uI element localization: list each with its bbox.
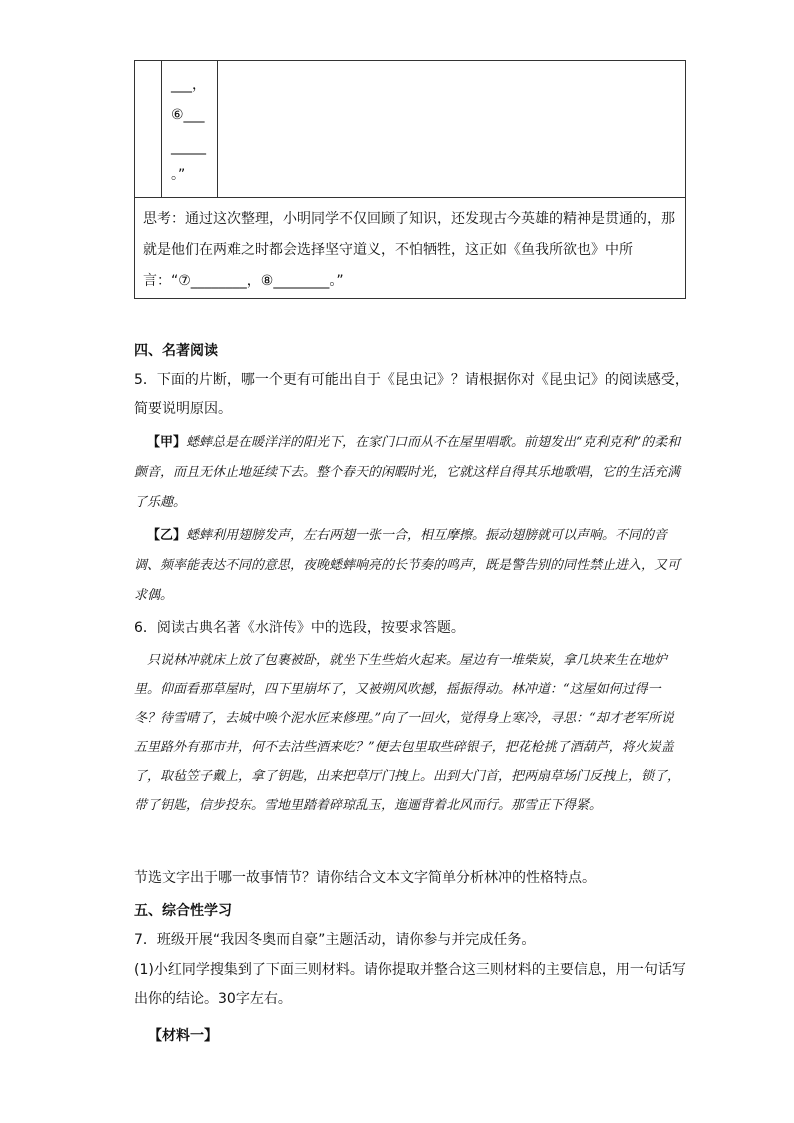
passage-yi-label: 【乙】 bbox=[147, 528, 187, 543]
passage-yi bbox=[134, 521, 686, 611]
passage-shuihu: 只说林冲就床上放了包裹被卧，就坐下生些焰火起来。屋边有一堆柴炭，拿几块来生在地炉里。仰面看那草屋时，四下里崩坏了，又被朔风吹撼，摇振得动。林冲道：“这屋如何过得一冬？待雪晴了，去城中唤个泥水匠来修理。”向了一回火，觉得身上寒冷，寻思：“却才老军所说五里路外有那市井，何不去沽些酒来吃？”便去包里取些碎银子，把花枪挑了酒葫芦，将火炭盖了，取毡笠子戴上，拿了钥匙，出来把草厅门拽上。出到大门首，把两扇草场门反拽上，锁了，带了钥匙，信步投东。雪地里踏着碎琼乱玉，迤逦背着北风而行。那雪正下得紧。 bbox=[134, 653, 681, 813]
passage-jia bbox=[134, 428, 686, 518]
table-cell-blanks bbox=[161, 61, 218, 197]
passage-yi-text: 蟋蟀利用翅膀发声，左右两翅一张一合，相互摩擦。振动翅膀就可以声响。不同的音调、频率能表达不同的意思，夜晚蟋蟀响亮的长节奏的鸣声，既是警告别的同性禁止进入，又可求偶。 bbox=[134, 528, 681, 603]
question-7-1: (1)小红同学搜集到了下面三则材料。请你提取并整合这三则材料的主要信息，用一句话写出你的结论。30字左右。 bbox=[134, 962, 686, 1007]
thinking-text: 思考：通过这次整理，小明同学不仅回顾了知识，还发现古今英雄的精神是贯通的，那就是他们在两难之时都会选择坚守道义，不怕牺牲，这正如《鱼我所欲也》中所言：“⑦________，⑧________。” bbox=[143, 211, 675, 289]
material-1-label: 【材料一】 bbox=[148, 1028, 218, 1044]
table-cell-empty bbox=[135, 61, 162, 197]
section-heading-5: 五、综合性学习 bbox=[134, 903, 232, 919]
blank-line-2: ⑥___ bbox=[171, 107, 205, 123]
blank-line-1: ___， bbox=[171, 77, 206, 93]
passage-jia-label: 【甲】 bbox=[147, 435, 187, 450]
passage-jia-text: 蟋蟀总是在暖洋洋的阳光下，在家门口而从不在屋里唱歌。前翅发出“克利克利”的柔和颤音，而且无休止地延续下去。整个春天的闲暇时光，它就这样自得其乐地歌唱，它的生活充满了乐趣。 bbox=[134, 435, 681, 510]
table-row bbox=[135, 61, 685, 198]
answer-table bbox=[134, 60, 686, 299]
question-6: 6．阅读古典名著《水浒传》中的选段，按要求答题。 bbox=[134, 620, 465, 636]
question-7: 7．班级开展“我因冬奥而自豪”主题活动，请你参与并完成任务。 bbox=[134, 932, 536, 948]
section-heading-4: 四、名著阅读 bbox=[134, 343, 218, 359]
question-6-ask: 节选文字出于哪一故事情节？请你结合文本文字简单分析林冲的性格特点。 bbox=[134, 870, 596, 886]
question-5: 5．下面的片断，哪一个更有可能出自于《昆虫记》？请根据你对《昆虫记》的阅读感受，简要说明原因。 bbox=[134, 372, 689, 417]
blank-line-4: 。” bbox=[171, 167, 186, 183]
blank-line-3: _____ bbox=[171, 139, 206, 155]
table-cell-empty-wide bbox=[218, 61, 685, 197]
